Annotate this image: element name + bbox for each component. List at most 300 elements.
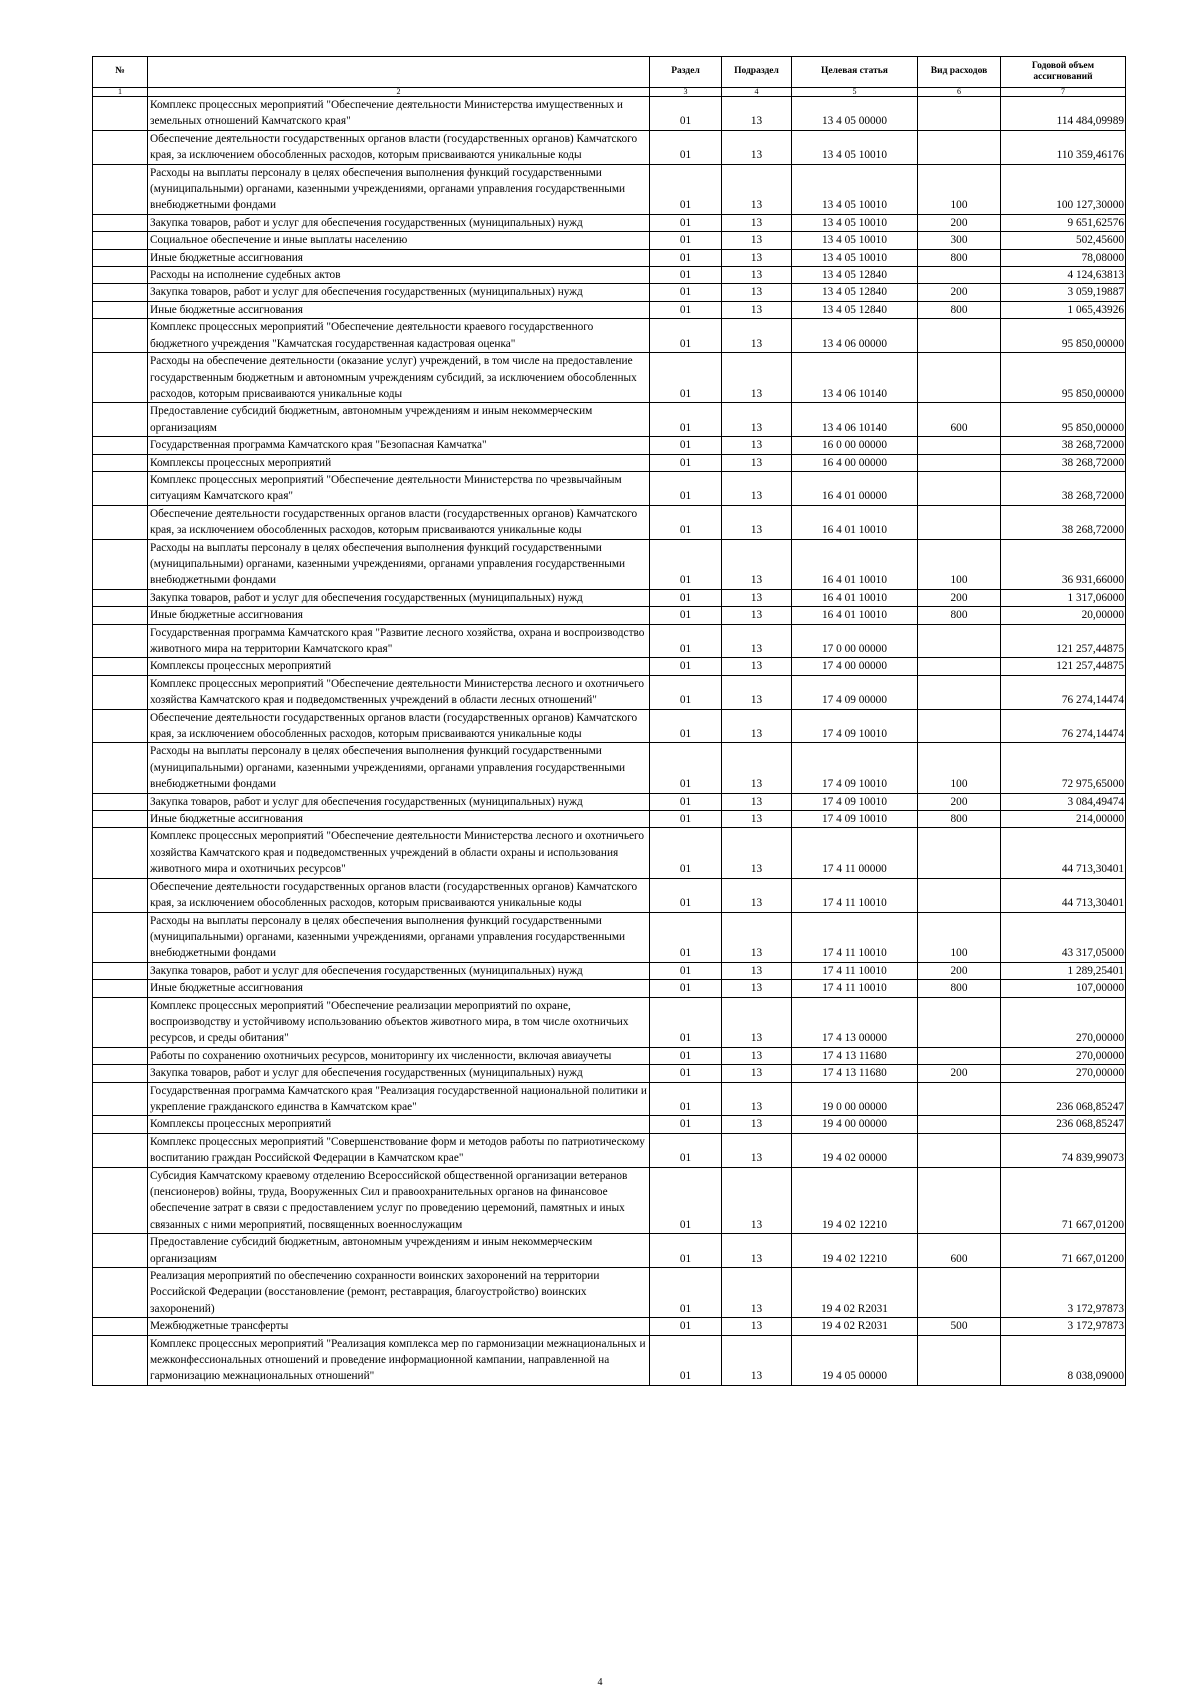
row-subsection: 13 [722,1234,792,1268]
row-section: 01 [650,709,722,743]
row-expense-type [918,878,1001,912]
row-subsection: 13 [722,912,792,962]
row-subsection: 13 [722,284,792,301]
row-number-cell [93,1234,148,1268]
row-subsection: 13 [722,811,792,828]
row-description: Комплексы процессных мероприятий [148,658,650,675]
column-number: 2 [148,88,650,97]
table-row [93,471,1126,505]
row-target-article: 13 4 05 10010 [792,249,918,266]
row-target-article: 17 4 11 00000 [792,828,918,878]
column-number: 5 [792,88,918,97]
row-amount: 20,00000 [1001,607,1126,624]
table-row [93,1335,1126,1385]
row-subsection: 13 [722,214,792,231]
row-section: 01 [650,1167,722,1234]
row-section: 01 [650,1082,722,1116]
table-row [93,301,1126,318]
row-section: 01 [650,811,722,828]
row-expense-type [918,1082,1001,1116]
row-target-article: 16 0 00 00000 [792,437,918,454]
table-row [93,97,1126,131]
row-description: Комплекс процессных мероприятий "Обеспечение деятельности Министерства имущественных и земельных отношений Камчатского края" [148,97,650,131]
row-expense-type: 800 [918,301,1001,318]
row-subsection: 13 [722,962,792,979]
row-target-article: 13 4 05 10010 [792,130,918,164]
row-target-article: 19 4 02 12210 [792,1167,918,1234]
header-expense-type: Вид расходов [918,57,1001,88]
table-row [93,997,1126,1047]
row-section: 01 [650,743,722,793]
row-amount: 78,08000 [1001,249,1126,266]
row-section: 01 [650,1065,722,1082]
row-amount: 236 068,85247 [1001,1082,1126,1116]
table-row [93,1065,1126,1082]
row-section: 01 [650,912,722,962]
row-expense-type [918,353,1001,403]
row-section: 01 [650,607,722,624]
row-amount: 76 274,14474 [1001,709,1126,743]
row-target-article: 16 4 01 10010 [792,505,918,539]
row-target-article: 13 4 06 10140 [792,353,918,403]
table-row [93,1167,1126,1234]
row-amount: 44 713,30401 [1001,878,1126,912]
row-expense-type [918,658,1001,675]
row-subsection: 13 [722,675,792,709]
row-number-cell [93,607,148,624]
row-expense-type [918,997,1001,1047]
row-target-article: 19 4 02 R2031 [792,1268,918,1318]
row-target-article: 17 4 11 10010 [792,878,918,912]
row-target-article: 19 0 00 00000 [792,1082,918,1116]
row-number-cell [93,437,148,454]
row-subsection: 13 [722,437,792,454]
row-number-cell [93,97,148,131]
row-description: Межбюджетные трансферты [148,1318,650,1335]
row-amount: 1 065,43926 [1001,301,1126,318]
table-row [93,130,1126,164]
row-section: 01 [650,284,722,301]
row-target-article: 17 4 13 11680 [792,1065,918,1082]
row-number-cell [93,539,148,589]
row-target-article: 17 4 09 10010 [792,811,918,828]
row-description: Закупка товаров, работ и услуг для обеспечения государственных (муниципальных) нужд [148,1065,650,1082]
row-amount: 4 124,63813 [1001,267,1126,284]
row-description: Комплекс процессных мероприятий "Обеспечение деятельности Министерства по чрезвычайным ситуациям Камчатского края" [148,471,650,505]
row-subsection: 13 [722,743,792,793]
row-subsection: 13 [722,1116,792,1133]
row-expense-type [918,624,1001,658]
row-target-article: 19 4 02 00000 [792,1133,918,1167]
row-expense-type [918,505,1001,539]
row-section: 01 [650,130,722,164]
table-row [93,607,1126,624]
row-section: 01 [650,1047,722,1064]
row-number-cell [93,1133,148,1167]
row-section: 01 [650,1133,722,1167]
row-description: Иные бюджетные ассигнования [148,811,650,828]
row-expense-type [918,1335,1001,1385]
header-section: Раздел [650,57,722,88]
row-description: Комплекс процессных мероприятий "Обеспечение деятельности краевого государственного бюджетного учреждения "Камчатская государственная кадастровая оценка" [148,319,650,353]
row-description: Комплекс процессных мероприятий "Обеспечение деятельности Министерства лесного и охотничьего хозяйства Камчатского края и подведомственных учреждений в области охраны и использования животного мира и охотничьих ресурсов" [148,828,650,878]
row-section: 01 [650,454,722,471]
table-row [93,980,1126,997]
row-subsection: 13 [722,319,792,353]
row-expense-type: 100 [918,539,1001,589]
row-expense-type [918,454,1001,471]
header-target-article: Целевая статья [792,57,918,88]
row-section: 01 [650,214,722,231]
table-row [93,319,1126,353]
table-row [93,1234,1126,1268]
table-row [93,353,1126,403]
row-amount: 95 850,00000 [1001,353,1126,403]
row-target-article: 17 4 13 11680 [792,1047,918,1064]
row-amount: 3 059,19887 [1001,284,1126,301]
row-number-cell [93,1335,148,1385]
row-subsection: 13 [722,589,792,606]
table-row [93,454,1126,471]
row-subsection: 13 [722,454,792,471]
row-description: Государственная программа Камчатского края "Реализация государственной национальной политики и укрепление гражданского единства в Камчатском крае" [148,1082,650,1116]
table-row [93,624,1126,658]
row-description: Расходы на исполнение судебных актов [148,267,650,284]
row-description: Государственная программа Камчатского края "Развитие лесного хозяйства, охрана и воспроизводство животного мира на территории Камчатского края" [148,624,650,658]
row-target-article: 17 4 11 10010 [792,962,918,979]
row-section: 01 [650,539,722,589]
row-expense-type: 600 [918,403,1001,437]
row-subsection: 13 [722,709,792,743]
row-target-article: 13 4 05 10010 [792,214,918,231]
table-row [93,811,1126,828]
row-section: 01 [650,997,722,1047]
row-description: Расходы на обеспечение деятельности (оказание услуг) учреждений, в том числе на предоставление государственным бюджетным и автономным учреждениям субсидий, за исключением обособленных расходов, которым присваиваются уникальные коды [148,353,650,403]
row-amount: 3 172,97873 [1001,1318,1126,1335]
row-target-article: 17 4 09 00000 [792,675,918,709]
row-number-cell [93,658,148,675]
row-expense-type [918,97,1001,131]
row-expense-type [918,267,1001,284]
row-description: Иные бюджетные ассигнования [148,607,650,624]
row-description: Закупка товаров, работ и услуг для обеспечения государственных (муниципальных) нужд [148,284,650,301]
row-section: 01 [650,828,722,878]
table-row [93,1133,1126,1167]
row-subsection: 13 [722,471,792,505]
header-number: № [93,57,148,88]
row-description: Обеспечение деятельности государственных органов власти (государственных органов) Камчатского края, за исключением обособленных расходов, которым присваиваются уникальные коды [148,709,650,743]
row-section: 01 [650,319,722,353]
row-number-cell [93,743,148,793]
row-subsection: 13 [722,267,792,284]
table-row [93,1318,1126,1335]
row-expense-type: 100 [918,164,1001,214]
row-target-article: 13 4 05 12840 [792,284,918,301]
row-amount: 3 084,49474 [1001,793,1126,810]
row-number-cell [93,589,148,606]
row-number-cell [93,878,148,912]
row-section: 01 [650,878,722,912]
row-section: 01 [650,232,722,249]
row-expense-type: 100 [918,912,1001,962]
row-description: Комплекс процессных мероприятий "Совершенствование форм и методов работы по патриотическому воспитанию граждан Российской Федерации в Камчатском крае" [148,1133,650,1167]
row-description: Иные бюджетные ассигнования [148,301,650,318]
table-body [93,97,1126,1386]
row-expense-type: 200 [918,284,1001,301]
row-target-article: 17 4 09 10010 [792,743,918,793]
row-amount: 72 975,65000 [1001,743,1126,793]
row-expense-type: 200 [918,589,1001,606]
header-subsection: Подраздел [722,57,792,88]
row-section: 01 [650,589,722,606]
row-target-article: 17 4 00 00000 [792,658,918,675]
row-subsection: 13 [722,1167,792,1234]
row-amount: 270,00000 [1001,1065,1126,1082]
row-expense-type [918,319,1001,353]
row-section: 01 [650,471,722,505]
row-number-cell [93,1082,148,1116]
row-description: Государственная программа Камчатского края "Безопасная Камчатка" [148,437,650,454]
row-section: 01 [650,980,722,997]
row-subsection: 13 [722,1133,792,1167]
row-number-cell [93,1116,148,1133]
table-row [93,878,1126,912]
row-section: 01 [650,793,722,810]
row-expense-type: 600 [918,1234,1001,1268]
page-number: 4 [597,1677,603,1688]
table-row [93,793,1126,810]
column-number: 3 [650,88,722,97]
row-target-article: 13 4 05 10010 [792,164,918,214]
row-subsection: 13 [722,353,792,403]
budget-table [92,56,1126,1386]
row-number-cell [93,828,148,878]
row-description: Работы по сохранению охотничьих ресурсов, мониторингу их численности, включая авиаучеты [148,1047,650,1064]
row-subsection: 13 [722,130,792,164]
column-number-row [93,88,1126,97]
row-subsection: 13 [722,403,792,437]
row-expense-type [918,130,1001,164]
row-target-article: 16 4 01 10010 [792,589,918,606]
row-subsection: 13 [722,1318,792,1335]
table-row [93,284,1126,301]
row-target-article: 13 4 05 12840 [792,301,918,318]
table-row [93,658,1126,675]
row-number-cell [93,267,148,284]
row-amount: 95 850,00000 [1001,403,1126,437]
row-number-cell [93,284,148,301]
row-subsection: 13 [722,164,792,214]
row-subsection: 13 [722,878,792,912]
row-amount: 100 127,30000 [1001,164,1126,214]
row-number-cell [93,319,148,353]
row-amount: 43 317,05000 [1001,912,1126,962]
row-subsection: 13 [722,828,792,878]
table-row [93,828,1126,878]
row-amount: 1 317,06000 [1001,589,1126,606]
row-description: Предоставление субсидий бюджетным, автономным учреждениям и иным некоммерческим организациям [148,403,650,437]
row-number-cell [93,403,148,437]
row-number-cell [93,624,148,658]
row-number-cell [93,214,148,231]
row-target-article: 19 4 02 12210 [792,1234,918,1268]
row-number-cell [93,471,148,505]
row-target-article: 17 4 09 10010 [792,709,918,743]
row-number-cell [93,1268,148,1318]
column-number: 6 [918,88,1001,97]
row-description: Закупка товаров, работ и услуг для обеспечения государственных (муниципальных) нужд [148,962,650,979]
row-amount: 76 274,14474 [1001,675,1126,709]
table-row [93,214,1126,231]
table-row [93,437,1126,454]
row-amount: 1 289,25401 [1001,962,1126,979]
row-number-cell [93,980,148,997]
row-expense-type: 200 [918,793,1001,810]
row-amount: 38 268,72000 [1001,437,1126,454]
row-subsection: 13 [722,624,792,658]
row-description: Расходы на выплаты персоналу в целях обеспечения выполнения функций государственными (муниципальными) органами, казенными учреждениями, органами управления государственными внебюджетными фондами [148,743,650,793]
row-section: 01 [650,267,722,284]
row-target-article: 16 4 01 10010 [792,607,918,624]
row-section: 01 [650,1268,722,1318]
header-annual-amount: Годовой объем ассигнований [1001,57,1126,88]
row-section: 01 [650,1116,722,1133]
row-expense-type: 300 [918,232,1001,249]
row-expense-type: 800 [918,607,1001,624]
row-subsection: 13 [722,97,792,131]
row-amount: 44 713,30401 [1001,828,1126,878]
row-section: 01 [650,505,722,539]
row-description: Комплексы процессных мероприятий [148,1116,650,1133]
row-section: 01 [650,437,722,454]
row-expense-type: 100 [918,743,1001,793]
row-section: 01 [650,97,722,131]
row-subsection: 13 [722,793,792,810]
row-target-article: 19 4 02 R2031 [792,1318,918,1335]
row-number-cell [93,1047,148,1064]
row-amount: 71 667,01200 [1001,1167,1126,1234]
row-target-article: 13 4 05 00000 [792,97,918,131]
row-subsection: 13 [722,505,792,539]
row-description: Социальное обеспечение и иные выплаты населению [148,232,650,249]
row-target-article: 13 4 05 10010 [792,232,918,249]
table-row [93,249,1126,266]
row-target-article: 13 4 06 00000 [792,319,918,353]
row-expense-type [918,709,1001,743]
row-amount: 38 268,72000 [1001,454,1126,471]
row-description: Субсидия Камчатскому краевому отделению Всероссийской общественной организации ветеранов (пенсионеров) войны, труда, Вооруженных Сил и правоохранительных органов на финансовое обеспечение затрат в связи с предоставлением услуг по проведению церемоний, памятных и иных связанных с ними мероприятий, посвященных военнослужащим [148,1167,650,1234]
row-description: Обеспечение деятельности государственных органов власти (государственных органов) Камчатского края, за исключением обособленных расходов, которым присваиваются уникальные коды [148,130,650,164]
row-amount: 8 038,09000 [1001,1335,1126,1385]
row-amount: 270,00000 [1001,1047,1126,1064]
row-amount: 502,45600 [1001,232,1126,249]
row-number-cell [93,301,148,318]
row-expense-type [918,471,1001,505]
table-row [93,267,1126,284]
row-expense-type: 200 [918,1065,1001,1082]
row-subsection: 13 [722,249,792,266]
row-number-cell [93,164,148,214]
row-subsection: 13 [722,1335,792,1385]
row-subsection: 13 [722,539,792,589]
row-amount: 121 257,44875 [1001,624,1126,658]
table-row [93,1268,1126,1318]
row-expense-type [918,1116,1001,1133]
row-expense-type [918,1133,1001,1167]
row-number-cell [93,505,148,539]
row-number-cell [93,454,148,471]
row-description: Иные бюджетные ассигнования [148,980,650,997]
row-expense-type: 500 [918,1318,1001,1335]
row-number-cell [93,793,148,810]
row-target-article: 17 0 00 00000 [792,624,918,658]
row-section: 01 [650,249,722,266]
row-expense-type: 200 [918,214,1001,231]
header-row [93,57,1126,88]
row-subsection: 13 [722,1047,792,1064]
column-number: 1 [93,88,148,97]
row-expense-type [918,437,1001,454]
row-description: Закупка товаров, работ и услуг для обеспечения государственных (муниципальных) нужд [148,214,650,231]
table-row [93,505,1126,539]
row-number-cell [93,997,148,1047]
row-target-article: 19 4 05 00000 [792,1335,918,1385]
row-expense-type: 200 [918,962,1001,979]
row-subsection: 13 [722,607,792,624]
row-number-cell [93,811,148,828]
row-number-cell [93,130,148,164]
row-section: 01 [650,353,722,403]
row-amount: 107,00000 [1001,980,1126,997]
row-number-cell [93,709,148,743]
row-section: 01 [650,1335,722,1385]
row-target-article: 16 4 00 00000 [792,454,918,471]
row-amount: 74 839,99073 [1001,1133,1126,1167]
row-amount: 110 359,46176 [1001,130,1126,164]
row-description: Обеспечение деятельности государственных органов власти (государственных органов) Камчатского края, за исключением обособленных расходов, которым присваиваются уникальные коды [148,878,650,912]
row-expense-type: 800 [918,811,1001,828]
row-amount: 38 268,72000 [1001,505,1126,539]
row-subsection: 13 [722,1082,792,1116]
row-target-article: 16 4 01 00000 [792,471,918,505]
row-target-article: 17 4 11 10010 [792,912,918,962]
row-section: 01 [650,403,722,437]
row-section: 01 [650,624,722,658]
row-description: Закупка товаров, работ и услуг для обеспечения государственных (муниципальных) нужд [148,589,650,606]
column-number: 7 [1001,88,1126,97]
table-row [93,403,1126,437]
row-expense-type [918,1167,1001,1234]
row-number-cell [93,1167,148,1234]
table-row [93,743,1126,793]
row-description: Комплексы процессных мероприятий [148,454,650,471]
column-number: 4 [722,88,792,97]
row-description: Закупка товаров, работ и услуг для обеспечения государственных (муниципальных) нужд [148,793,650,810]
row-description: Расходы на выплаты персоналу в целях обеспечения выполнения функций государственными (муниципальными) органами, казенными учреждениями, органами управления государственными внебюджетными фондами [148,912,650,962]
row-description: Комплекс процессных мероприятий "Обеспечение реализации мероприятий по охране, воспроизводству и устойчивому использованию объектов животного мира, в том числе охотничьих ресурсов, и среды обитания" [148,997,650,1047]
row-number-cell [93,353,148,403]
row-subsection: 13 [722,1065,792,1082]
row-section: 01 [650,675,722,709]
row-target-article: 17 4 09 10010 [792,793,918,810]
row-amount: 95 850,00000 [1001,319,1126,353]
row-expense-type: 800 [918,980,1001,997]
table-row [93,912,1126,962]
row-expense-type [918,675,1001,709]
row-subsection: 13 [722,301,792,318]
row-number-cell [93,249,148,266]
row-expense-type [918,828,1001,878]
